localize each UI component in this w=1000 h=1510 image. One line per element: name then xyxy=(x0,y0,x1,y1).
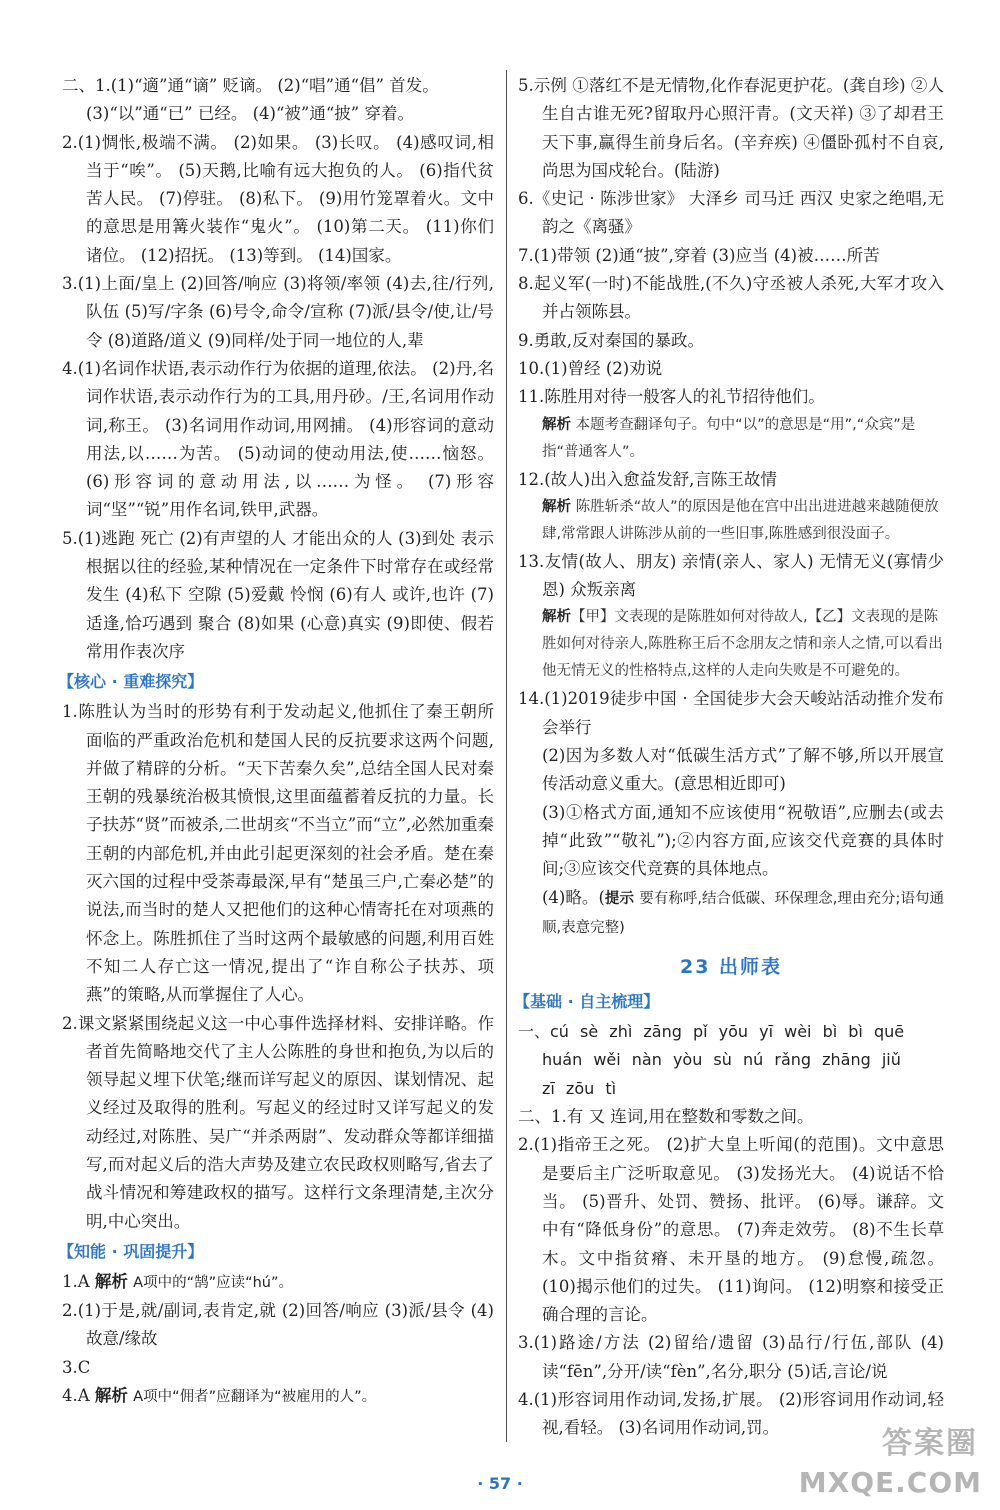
answer-item: 2.课文紧紧围绕起义这一中心事件选择材料、安排详略。作者首先简略地交代了主人公陈胜的身世和抱负,为以后的领导起义埋下伏笔;继而详写起义的原因、谋划情况、起义经过及取得的胜利。写起义的经过时又详写起义的发动经过,对陈胜、吴广“并杀两尉”、发动群众等都详细描写,而对起义后的浩大声势及建立农民政权则略写,省去了战斗情况和筹建政权的描写。这样行文条理清楚,主次分明,中心突出。 xyxy=(62,1013,494,1231)
section-heading-core: 【核心 · 重难探究】 xyxy=(58,672,204,692)
answer-text: 1.A xyxy=(62,1271,95,1291)
answer-line: 二、1.(1)“適”通“谪” 贬谪。 (2)“唱”通“倡” 首发。 xyxy=(62,76,439,95)
analysis-text: 【甲】文表现的是陈胜如何对待故人,【乙】文表现的是陈胜如何对待亲人,陈胜称王后不念朋友之情和亲人之情,可以看出他无情无义的性格特点,这样的人走向失败是不可避免的。 xyxy=(542,609,943,680)
pinyin-line: huán wěi nàn yòu sù nú rǎng zhāng jiǔ xyxy=(542,1050,901,1070)
analysis-tag: 解析 xyxy=(94,1271,128,1291)
analysis-note xyxy=(518,412,944,466)
answer-line: (3)“以”通“已” 已经。 (4)“被”通“披” 穿着。 xyxy=(86,104,414,124)
answer-item: 14.(1)2019徒步中国 · 全国徒步大会天峻站活动推介发布会举行 xyxy=(518,689,944,737)
answer-item: 1.陈胜认为当时的形势有利于发动起义,他抓住了秦王朝所面临的严重政治危机和楚国人民的反抗要求这两个问题,并做了精辟的分析。“天下苦秦久矣”,总结全国人民对秦王朝的残暴统治极其愤恨,这里面蕴蓄着反抗的力量。长子扶苏“贤”而被杀,二世胡亥“不当立”而“立”,必然加重秦王朝的内部危机,并由此引起更深刻的社会矛盾。楚在秦灭六国的过程中受荼毒最深,早有“楚虽三户,亡秦必楚”的说法,而当时的楚人又把他们的这种心情寄托在对项燕的怀念上。陈胜抓住了当时这两个最敏感的问题,利用百姓不知二人存亡这一情况,提出了“诈自称公子扶苏、项燕”的策略,从而掌握住了人心。 xyxy=(62,702,494,1005)
answer-item: 2.(1)指帝王之死。 (2)扩大皇上听闻(的范围)。文中意思是要后主广泛听取意见。 (3)发扬光大。 (4)说话不恰当。 (5)晋升、处罚、赞扬、批评。 (6)辱。谦辞。文中有“降低身份”的意思。 (7)奔走效劳。 (8)不生长草木。文中指贫瘠、未开垦的地方。 (9)怠慢,疏忽。 (10)揭示他们的过失。 (11)询问。 (12)明察和接受正确合理的言论。 xyxy=(518,1135,944,1325)
analysis-note xyxy=(518,494,944,548)
answer-item: 4.(1)名词作状语,表示动作行为依据的道理,依法。 (2)丹,名词作状语,表示动作行为的工具,用丹砂。/王,名词用作动词,称王。 (3)名词用作动词,用网捕。 (4)形容词的意动用法,以……为苦。 (5)动词的使动用法,使……恼怒。 (6)形容词的意动用法,以……为怪。 (7)形容词“坚”“锐”用作名词,铁甲,武器。 xyxy=(62,358,494,520)
column-divider xyxy=(506,70,507,1442)
analysis-text: A项中“佣者”应翻译为“被雇用的人”。 xyxy=(133,1389,377,1406)
answer-item: (3)①格式方面,通知不应该使用“祝敬语”,应删去(或去掉“此致”“敬礼”);②内容方面,应该交代竞赛的具体时间;③应该交代竞赛的具体地点。 xyxy=(542,802,944,879)
answer-item: 5.示例 ①落红不是无情物,化作春泥更护花。(龚自珍) ②人生自古谁无死?留取丹心照汗青。(文天祥) ③了却君王天下事,赢得生前身后名。(辛弃疾) ④僵卧孤村不自哀,尚思为国戍轮台。(陆游) xyxy=(518,76,944,180)
pinyin-line: 一、cú sè zhì zāng pǐ yōu yī wèi bì bì quē xyxy=(518,1022,905,1042)
answer-item xyxy=(518,884,944,943)
answer-item: 8.起义军(一时)不能战胜,(不久)守丞被人杀死,大军才攻入并占领陈县。 xyxy=(518,274,944,322)
answer-item: 11.陈胜用对待一般客人的礼节招待他们。 xyxy=(518,387,825,407)
answer-item: 5.(1)逃跑 死亡 (2)有声望的人 才能出众的人 (3)到处 表示根据以往的经验,某种情况在一定条件下时常存在或经常发生 (4)私下 空隙 (5)爱戴 怜悯 (6)有人 或许,也许 (7)适逢,恰巧遇到 聚合 (8)如果 (心意)真实 (9)即使、假若 常用作表次序 xyxy=(62,528,494,661)
answer-item: 12.(故人)出入愈益发舒,言陈王故情 xyxy=(518,469,777,489)
answer-item: 2.(1)惆怅,极端不满。 (2)如果。 (3)长叹。 (4)感叹词,相当于“唉”。 (5)天鹅,比喻有远大抱负的人。 (6)指代贫苦人民。 (7)停驻。 (8)私下。 (9)用竹笼罩着火。文中的意思是用篝火装作“鬼火”。 (10)第二天。 (11)你们诸位。 (12)招抚。 (13)等到。 (14)国家。 xyxy=(62,132,494,265)
answer-item: (2)因为多数人对“低碳生活方式”了解不够,所以开展宣传活动意义重大。(意思相近即可) xyxy=(542,746,944,794)
analysis-tag: 解析 xyxy=(94,1386,128,1406)
answer-item xyxy=(62,1382,494,1411)
lesson-title: 23 出师表 xyxy=(679,956,783,979)
answer-item: 7.(1)带领 (2)通“披”,穿着 (3)应当 (4)被……所苦 xyxy=(518,245,880,265)
right-column xyxy=(514,72,945,1443)
analysis-text: A项中的“鹄”应读“hú”。 xyxy=(133,1274,294,1291)
analysis-tag: 解析 xyxy=(542,498,571,515)
answer-text: (4)略。( xyxy=(542,887,605,907)
watermark-text-top: 答案圈 xyxy=(882,1426,978,1461)
watermark-text-bottom: MXQE.COM xyxy=(798,1466,982,1499)
answer-item: 3.(1)路途/方法 (2)留给/遗留 (3)品行/行伍,部队 (4)读“fēn”,分开/读“fèn”,名分,职分 (5)话,言论/说 xyxy=(518,1333,944,1381)
analysis-text: 陈胜斩杀“故人”的原因是他在宫中出出进进越来越随便放肆,常常跟人讲陈涉从前的一些旧事,陈胜感到很没面子。 xyxy=(542,498,939,542)
left-column xyxy=(58,72,494,1411)
answer-item: 13.友情(故人、朋友) 亲情(亲人、家人) 无情无义(寡情少恩) 众叛亲离 xyxy=(518,551,944,600)
analysis-text: 本题考查翻译句子。句中“以”的意思是“用”,“众宾”是指“普通客人”。 xyxy=(542,416,916,460)
pinyin-line: zī zōu tì xyxy=(542,1078,617,1098)
answer-item: 二、1.有 又 连词,用在整数和零数之间。 xyxy=(518,1107,814,1127)
answer-item: 2.(1)于是,就/副词,表肯定,就 (2)回答/响应 (3)派/县令 (4)故意/缘故 xyxy=(62,1301,494,1349)
answer-item xyxy=(62,1268,494,1297)
watermark-logo xyxy=(748,1418,986,1502)
section-heading-skill: 【知能 · 巩固提升】 xyxy=(58,1241,204,1261)
analysis-note xyxy=(518,604,944,685)
answer-item: 4.(1)形容词用作动词,发扬,扩展。 (2)形容词用作动词,轻视,看轻。 (3)名词用作动词,罚。 xyxy=(518,1389,944,1438)
answer-item: 10.(1)曾经 (2)劝说 xyxy=(518,358,663,378)
analysis-tag: 解析 xyxy=(542,609,571,626)
answer-text: 4.A xyxy=(62,1386,95,1406)
page-number: · 57 · xyxy=(477,1474,523,1493)
answer-item: 9.勇敢,反对秦国的暴政。 xyxy=(518,330,704,350)
section-heading-basic: 【基础 · 自主梳理】 xyxy=(514,992,660,1012)
hint-tag: 提示 xyxy=(604,890,634,907)
answer-item: 3.(1)上面/皇上 (2)回答/响应 (3)将领/率领 (4)去,往/行列,队伍 (5)写/字条 (6)号令,命令/宣称 (7)派/县令/使,让/号令 (8)道路/道义 (9)同样/处于同一地位的人,辈 xyxy=(62,274,494,350)
answer-item: 6.《史记 · 陈涉世家》 大泽乡 司马迁 西汉 史家之绝唱,无韵之《离骚》 xyxy=(518,189,944,237)
answer-item: 3.C xyxy=(62,1357,91,1377)
analysis-tag: 解析 xyxy=(542,416,571,433)
hint-text: 要有称呼,结合低碳、环保理念,理由充分;语句通顺,表意完整) xyxy=(542,890,945,936)
